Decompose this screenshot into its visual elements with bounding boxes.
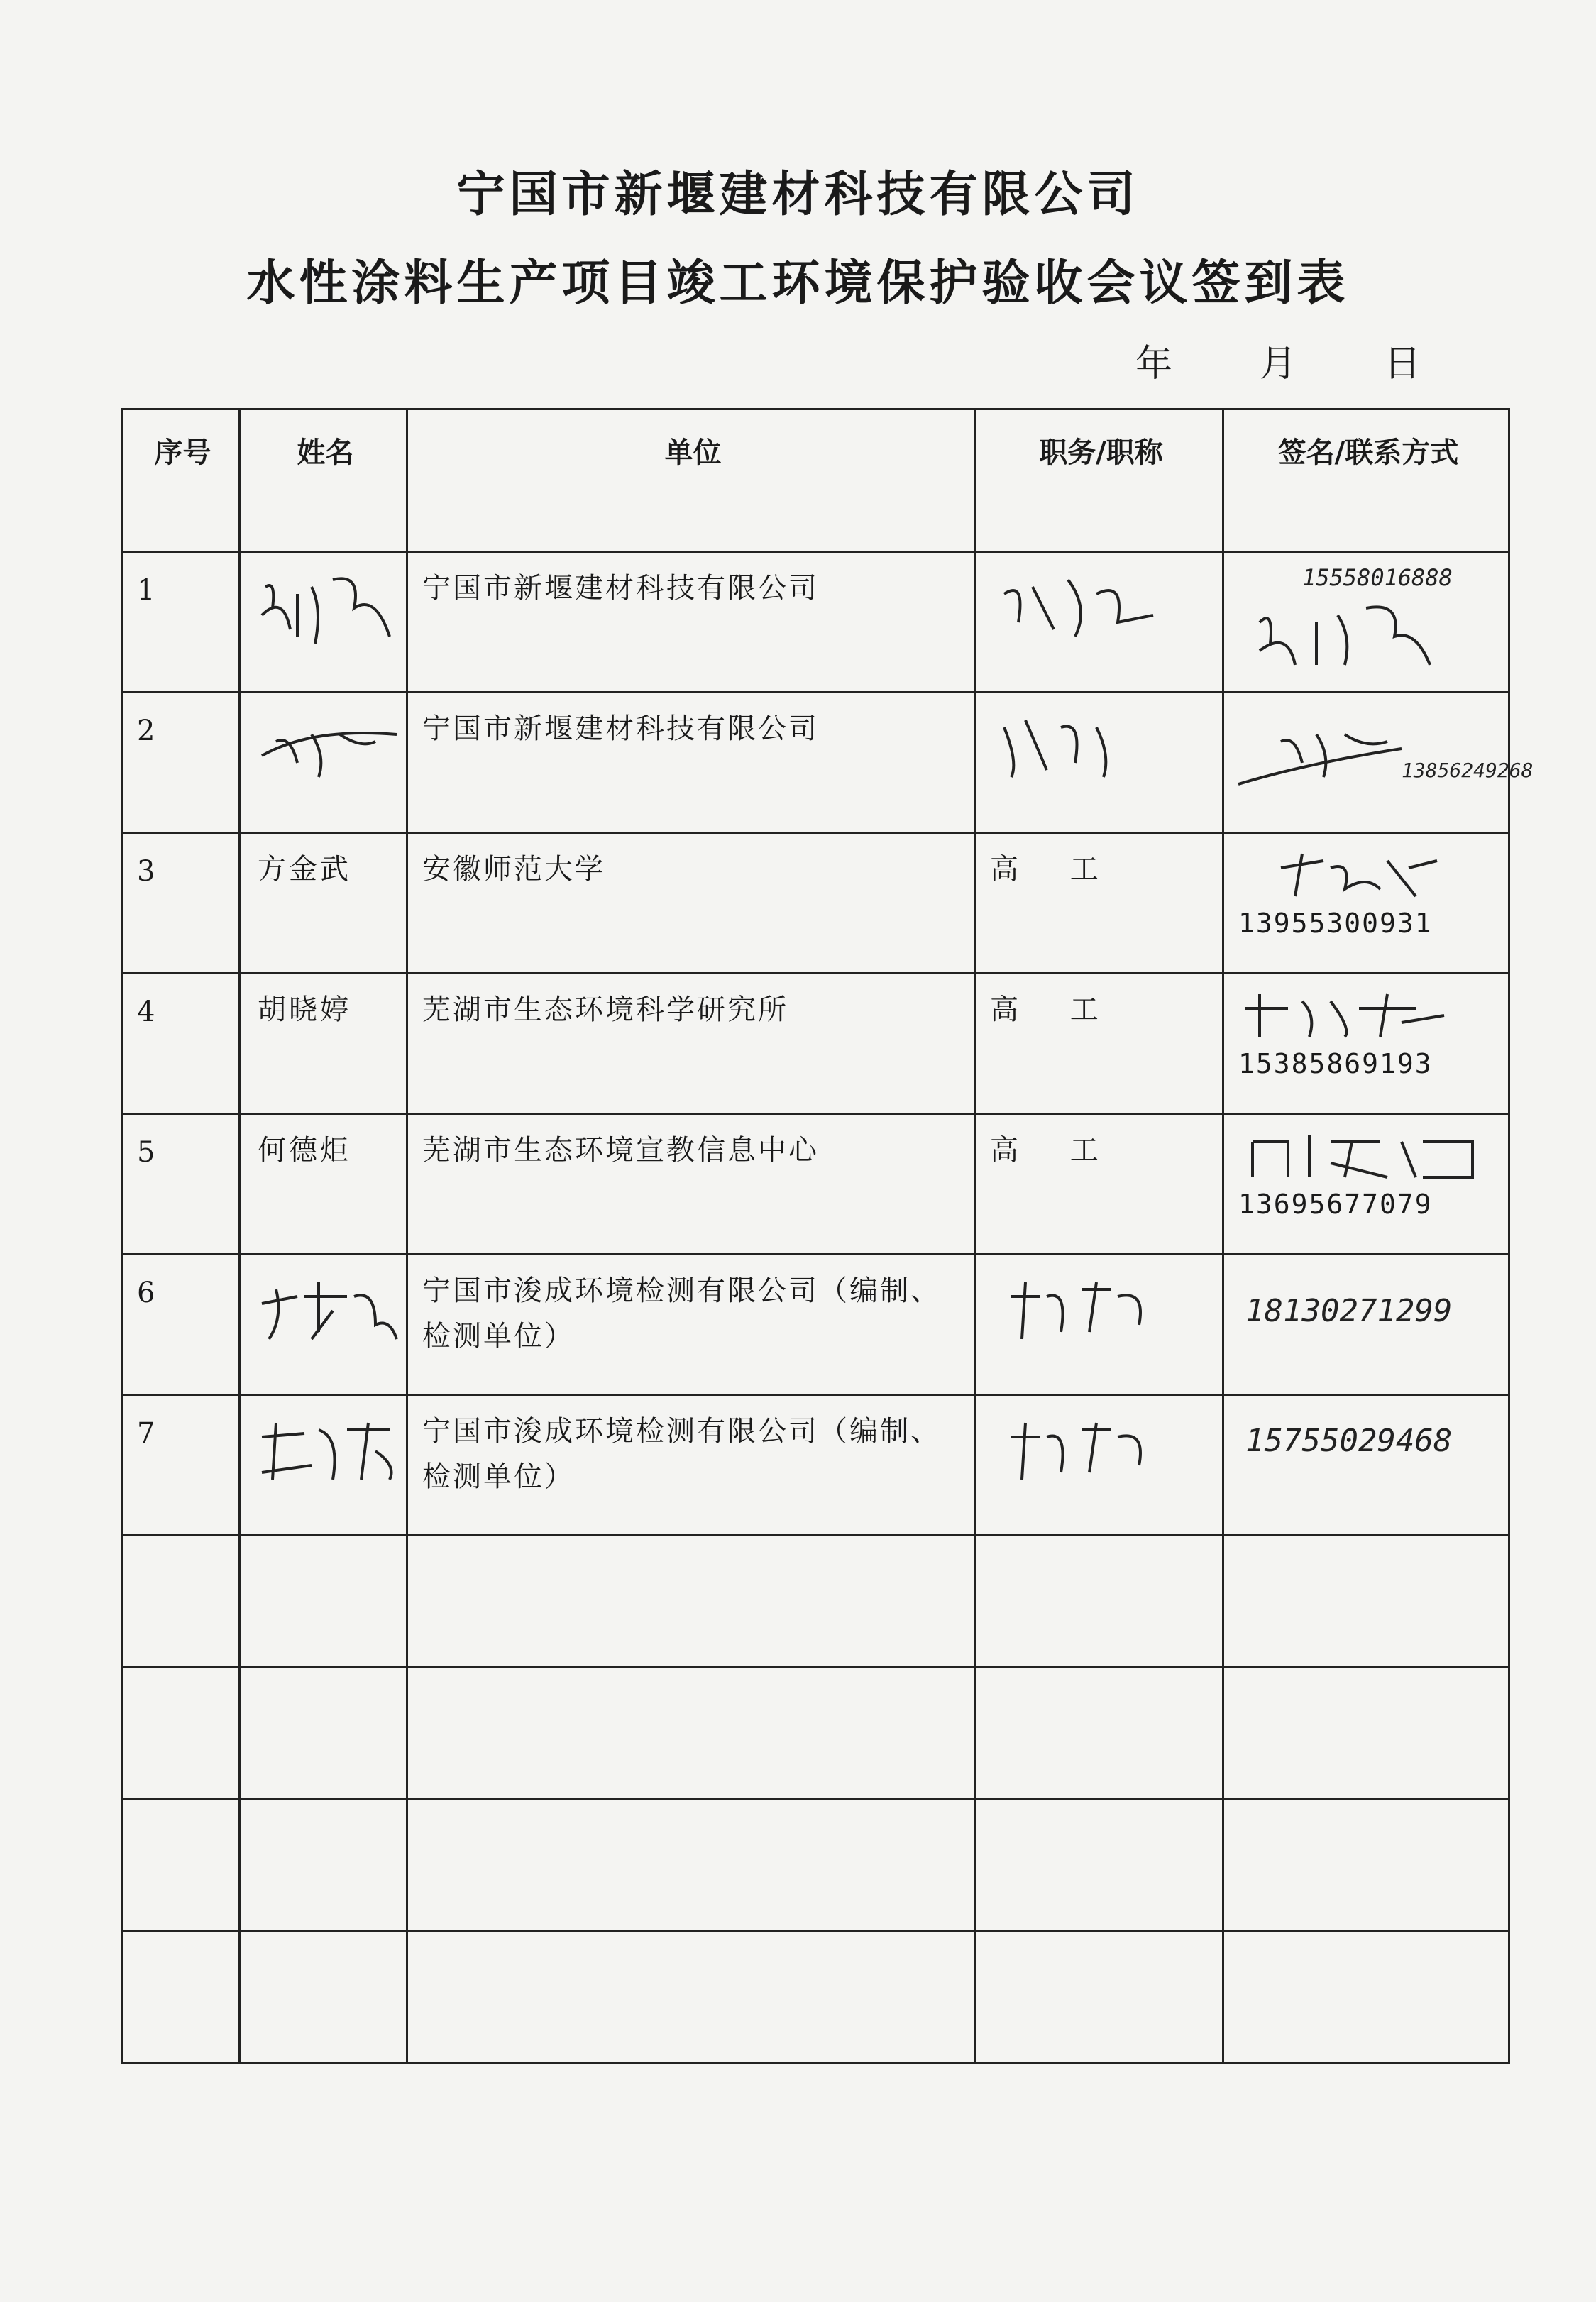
handwritten-position: [990, 1409, 1212, 1487]
table-row: [122, 1395, 1509, 1536]
row-number: 7: [122, 1395, 240, 1536]
position-cell: [975, 552, 1223, 693]
row-number: [122, 1800, 240, 1932]
row-number: [122, 1932, 240, 2064]
unit-cell: 芜湖市生态环境科学研究所: [407, 974, 975, 1114]
position-cell: [975, 1800, 1223, 1932]
table-row: [122, 833, 1509, 974]
handwritten-phone: 15755029468: [1245, 1423, 1453, 1459]
header-signature-contact: 签名/联系方式: [1223, 409, 1509, 552]
signature-contact-cell: [1223, 974, 1509, 1114]
signature-contact-cell: [1223, 1668, 1509, 1800]
handwritten-name-signature: [255, 566, 396, 658]
unit-cell: 宁国市浚成环境检测有限公司（编制、检测单位）: [407, 1255, 975, 1395]
signature-contact-cell: [1223, 1800, 1509, 1932]
position-cell: [975, 1536, 1223, 1668]
position-cell: [975, 693, 1223, 833]
name-cell: 胡晓婷: [240, 974, 407, 1114]
table-row: [122, 1932, 1509, 2064]
header-position: 职务/职称: [975, 409, 1223, 552]
unit-cell: 宁国市新堰建材科技有限公司: [407, 693, 975, 833]
table-row: [122, 974, 1509, 1114]
signature-contact-cell: [1223, 1932, 1509, 2064]
handwritten-position: [990, 706, 1212, 784]
handwritten-signature: [1238, 566, 1498, 672]
name-cell: [240, 1932, 407, 2064]
row-number: 6: [122, 1255, 240, 1395]
table-row: [122, 552, 1509, 693]
date-year-label: 年: [1135, 343, 1173, 385]
row-number: [122, 1668, 240, 1800]
unit-cell: [407, 1800, 975, 1932]
name-signature-cell: [240, 693, 407, 833]
header-name: 姓名: [240, 409, 407, 552]
name-cell: 方金武: [240, 833, 407, 974]
table-row: [122, 1536, 1509, 1668]
phone-number: 15385869193: [1238, 1048, 1433, 1079]
table-row: [122, 1114, 1509, 1255]
row-number: 3: [122, 833, 240, 974]
row-number: [122, 1536, 240, 1668]
unit-cell: 安徽师范大学: [407, 833, 975, 974]
handwritten-signature: [1238, 987, 1498, 1044]
unit-cell: 宁国市浚成环境检测有限公司（编制、检测单位）: [407, 1395, 975, 1536]
position-cell: [975, 1668, 1223, 1800]
name-signature-cell: [240, 1395, 407, 1536]
unit-cell: [407, 1536, 975, 1668]
signature-contact-cell: [1223, 1536, 1509, 1668]
signature-contact-cell: [1223, 1255, 1509, 1395]
name-signature-cell: [240, 1255, 407, 1395]
name-cell: [240, 1668, 407, 1800]
row-number: 4: [122, 974, 240, 1114]
handwritten-signature: [1238, 706, 1534, 798]
position-cell: 高 工: [975, 833, 1223, 974]
row-number: 5: [122, 1114, 240, 1255]
phone-number: 13955300931: [1238, 908, 1433, 939]
handwritten-phone: 15558016888: [1302, 564, 1453, 591]
handwritten-phone: 13856249268: [1402, 759, 1534, 782]
handwritten-name-signature: [255, 706, 396, 791]
handwritten-signature: [1238, 847, 1498, 903]
meeting-title: 水性涂料生产项目竣工环境保护验收会议签到表: [246, 255, 1350, 312]
position-cell: 高 工: [975, 1114, 1223, 1255]
table-row: [122, 1800, 1509, 1932]
phone-number: 13695677079: [1238, 1189, 1433, 1220]
table-row: [122, 1668, 1509, 1800]
row-number: 1: [122, 552, 240, 693]
company-title: 宁国市新堰建材科技有限公司: [456, 167, 1140, 223]
date-day-label: 日: [1384, 343, 1421, 385]
handwritten-name-signature: [255, 1268, 396, 1353]
handwritten-name-signature: [255, 1409, 396, 1494]
unit-cell: [407, 1932, 975, 2064]
header-number: 序号: [122, 409, 240, 552]
table-row: [122, 693, 1509, 833]
sign-in-table: [121, 408, 1534, 2064]
name-signature-cell: [240, 552, 407, 693]
table-row: [122, 1255, 1509, 1395]
handwritten-signature: [1238, 1409, 1498, 1487]
name-cell: [240, 1536, 407, 1668]
signature-contact-cell: [1223, 552, 1509, 693]
handwritten-position: [990, 566, 1212, 644]
handwritten-position: [990, 1268, 1212, 1346]
date-month-label: 月: [1260, 343, 1297, 385]
signature-contact-cell: [1223, 693, 1534, 833]
unit-cell: 芜湖市生态环境宣教信息中心: [407, 1114, 975, 1255]
handwritten-signature: [1238, 1268, 1498, 1346]
handwritten-phone: 18130271299: [1245, 1293, 1453, 1329]
name-cell: 何德炬: [240, 1114, 407, 1255]
row-number: 2: [122, 693, 240, 833]
signature-contact-cell: [1223, 833, 1509, 974]
position-cell: [975, 1255, 1223, 1395]
header-unit: 单位: [407, 409, 975, 552]
signature-contact-cell: [1223, 1395, 1509, 1536]
unit-cell: [407, 1668, 975, 1800]
position-cell: 高 工: [975, 974, 1223, 1114]
unit-cell: 宁国市新堰建材科技有限公司: [407, 552, 975, 693]
handwritten-signature: [1238, 1128, 1498, 1184]
name-cell: [240, 1800, 407, 1932]
signature-contact-cell: [1223, 1114, 1509, 1255]
table-header-row: [122, 409, 1509, 552]
position-cell: [975, 1932, 1223, 2064]
position-cell: [975, 1395, 1223, 1536]
